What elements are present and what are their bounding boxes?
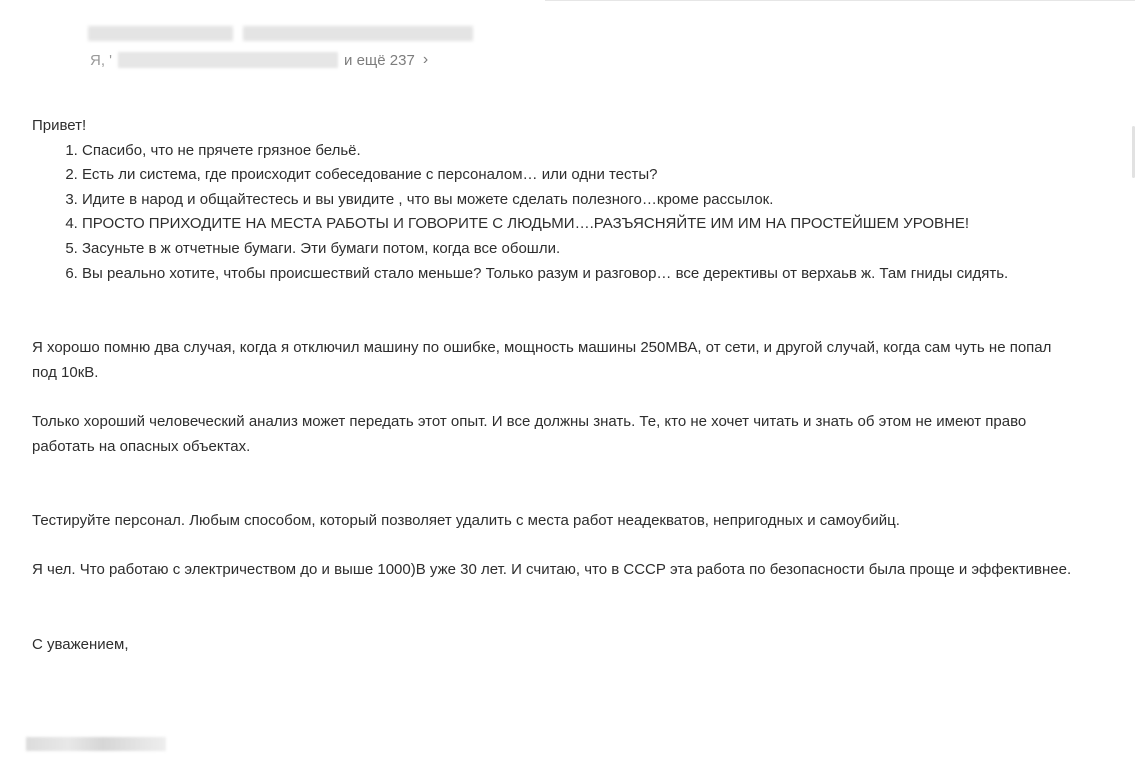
recipients-redacted xyxy=(118,52,338,68)
list-item: 4. ПРОСТО ПРИХОДИТЕ НА МЕСТА РАБОТЫ И ГОВОРИТЕ С ЛЮДЬМИ….РАЗЪЯСНЯЙТЕ ИМ ИМ НА ПРОСТЕЙШЕМ УРОВНЕ! xyxy=(82,212,1072,237)
closing: С уважением, xyxy=(32,635,129,653)
recipients-summary[interactable] xyxy=(90,49,428,71)
paragraph: Только хороший человеческий анализ может передать этот опыт. И все должны знать. Те, кто не хочет читать и знать об этом не имеют право работать на опасных объектах. xyxy=(32,413,1027,455)
paragraph: Тестируйте персонал. Любым способом, который позволяет удалить с места работ неадекватов, непригодных и самоубийц. xyxy=(32,511,900,529)
list-item: 1. Спасибо, что не прячете грязное бельё. xyxy=(82,139,1072,164)
top-divider xyxy=(545,0,1135,1)
paragraph: Я хорошо помню два случая, когда я отключил машину по ошибке, мощность машины 250МВА, от сети, и другой случай, когда сам чуть не попал под 10кВ. xyxy=(32,339,1052,381)
list-item: 3. Идите в народ и общайтестесь и вы увидите , что вы можете сделать полезного…кроме рассылок. xyxy=(82,188,1072,213)
numbered-list xyxy=(32,139,1072,287)
recipients-more-link[interactable]: и ещё 237 xyxy=(344,51,415,69)
message-body xyxy=(32,114,1072,657)
list-item: 6. Вы реально хотите, чтобы происшествий стало меньше? Только разум и разговор… все дерективы от верхаьв ж. Там гниды сидять. xyxy=(82,262,1072,287)
greeting: Привет! xyxy=(32,117,87,134)
chevron-right-icon[interactable]: › xyxy=(422,51,429,68)
list-item: 5. Засуньте в ж отчетные бумаги. Эти бумаги потом, когда все обошли. xyxy=(82,237,1072,262)
recipients-prefix: Я, ' xyxy=(90,51,113,69)
signature-redacted xyxy=(26,737,166,751)
paragraph: Я чел. Что работаю с электричеством до и выше 1000)В уже 30 лет. И считаю, что в СССР эта работа по безопасности была проще и эффективнее. xyxy=(32,561,1072,579)
sender-redacted xyxy=(88,22,488,44)
list-item: 2. Есть ли система, где происходит собеседование с персоналом… или одни тесты? xyxy=(82,163,1072,188)
